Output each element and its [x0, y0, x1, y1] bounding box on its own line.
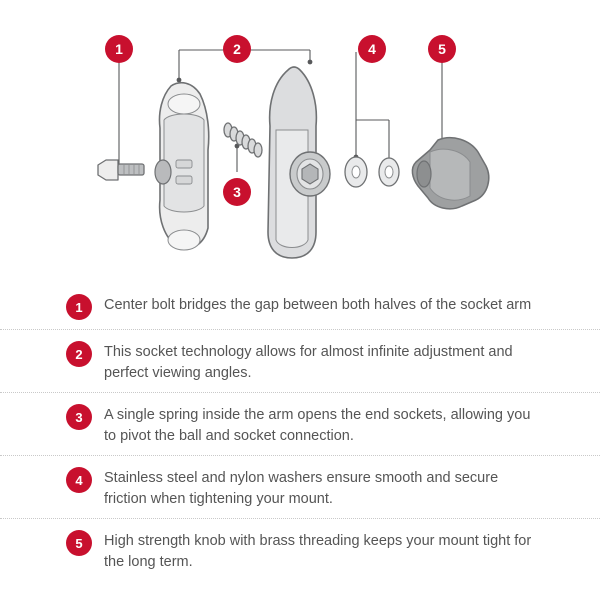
legend-text: Center bolt bridges the gap between both halves of the socket arm [104, 297, 532, 313]
legend-list [0, 283, 600, 581]
diagram-illustration [0, 0, 600, 275]
legend-number-1: 1 [66, 294, 92, 320]
list-item [0, 518, 600, 581]
exploded-diagram [0, 0, 600, 275]
legend-text: A single spring inside the arm opens the end sockets, allowing you to pivot the ball and socket connection. [104, 407, 531, 444]
callout-badge-5[interactable]: 5 [428, 35, 456, 63]
legend-number-2: 2 [66, 341, 92, 367]
list-item [0, 283, 600, 329]
legend-number-5: 5 [66, 530, 92, 556]
legend-text: High strength knob with brass threading keeps your mount tight for the long term. [104, 533, 532, 570]
callout-badge-3[interactable]: 3 [223, 178, 251, 206]
legend-text: This socket technology allows for almost infinite adjustment and perfect viewing angles. [104, 344, 513, 381]
legend-number-4: 4 [66, 467, 92, 493]
part-spring [224, 123, 262, 157]
part-knob [412, 138, 488, 209]
legend-number-3: 3 [66, 404, 92, 430]
list-item [0, 392, 600, 455]
part-washers [345, 157, 399, 187]
part-socket-arm-right [268, 67, 330, 258]
callout-badge-1[interactable]: 1 [105, 35, 133, 63]
legend-text: Stainless steel and nylon washers ensure smooth and secure friction when tightening your mount. [104, 470, 499, 507]
callout-badge-2[interactable]: 2 [223, 35, 251, 63]
callout-badge-4[interactable]: 4 [358, 35, 386, 63]
list-item [0, 455, 600, 518]
list-item [0, 329, 600, 392]
part-center-bolt [98, 160, 144, 180]
part-socket-arm-left [155, 83, 209, 250]
